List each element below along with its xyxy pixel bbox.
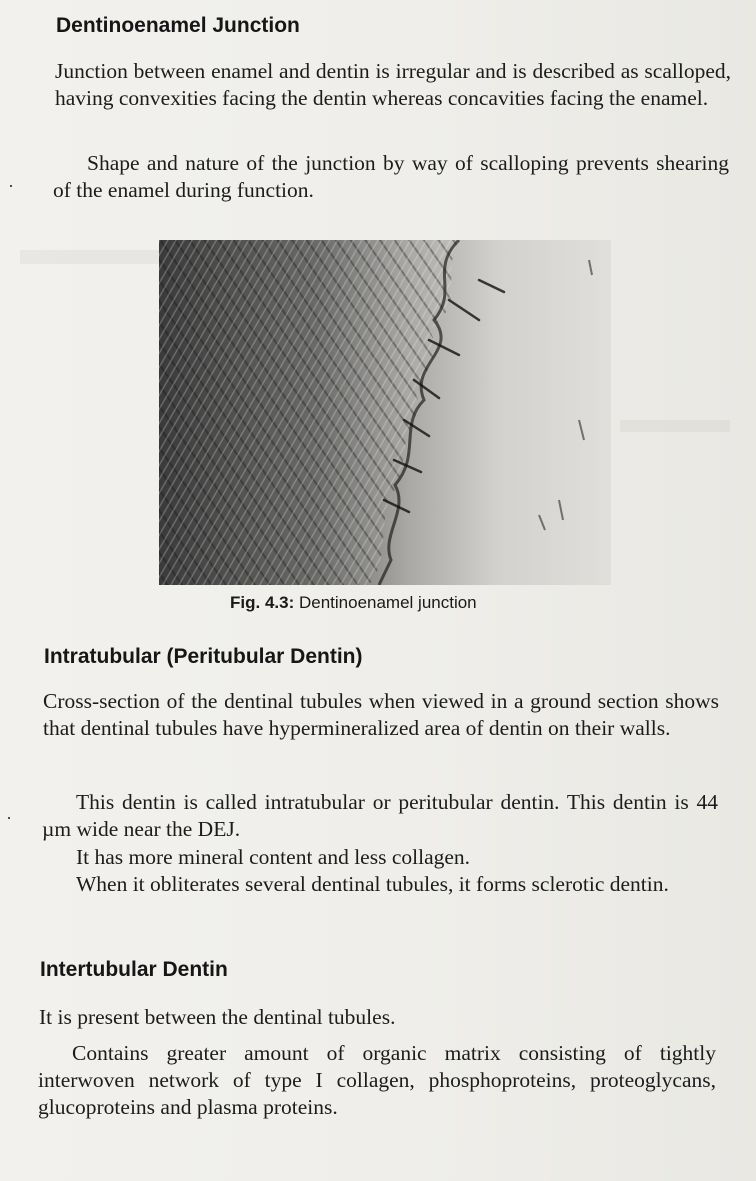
figure-caption-label: Fig. 4.3: [230, 593, 295, 612]
margin-dot: · [8, 176, 14, 196]
paragraph-intertubular-2: Contains greater amount of organic matrix consisting of tightly interwoven network of type I collagen, phosphoproteins, proteoglycans, glucoproteins and plasma proteins. [38, 1041, 716, 1119]
section-heading-dej: Dentinoenamel Junction [56, 14, 300, 37]
figure-caption-text: Dentinoenamel junction [298, 593, 477, 612]
figure-caption [230, 593, 477, 613]
section-heading-intertubular: Intertubular Dentin [40, 958, 228, 981]
micrograph-image [159, 240, 611, 585]
section-heading-intratubular: Intratubular (Peritubular Dentin) [44, 645, 363, 668]
paragraph-dej-2: Shape and nature of the junction by way of scalloping prevents shearing of the enamel during function. [53, 151, 729, 202]
paragraph-intratubular-3: It has more mineral content and less collagen. [76, 845, 471, 869]
paragraph-intratubular-2: This dentin is called intratubular or peritubular dentin. This dentin is 44 µm wide near the DEJ. [42, 790, 718, 841]
margin-dot: · [6, 808, 12, 828]
paragraph-intertubular-1: It is present between the dentinal tubules. [39, 1005, 396, 1029]
show-through-mark [620, 420, 730, 432]
paragraph-intratubular-4: When it obliterates several dentinal tubules, it forms sclerotic dentin. [76, 872, 669, 896]
paragraph-dej-1: Junction between enamel and dentin is irregular and is described as scalloped, having convexities facing the dentin whereas concavities facing the enamel. [55, 59, 731, 110]
paragraph-intratubular-1: Cross-section of the dentinal tubules when viewed in a ground section shows that dentinal tubules have hypermineralized area of dentin on their walls. [43, 689, 719, 740]
